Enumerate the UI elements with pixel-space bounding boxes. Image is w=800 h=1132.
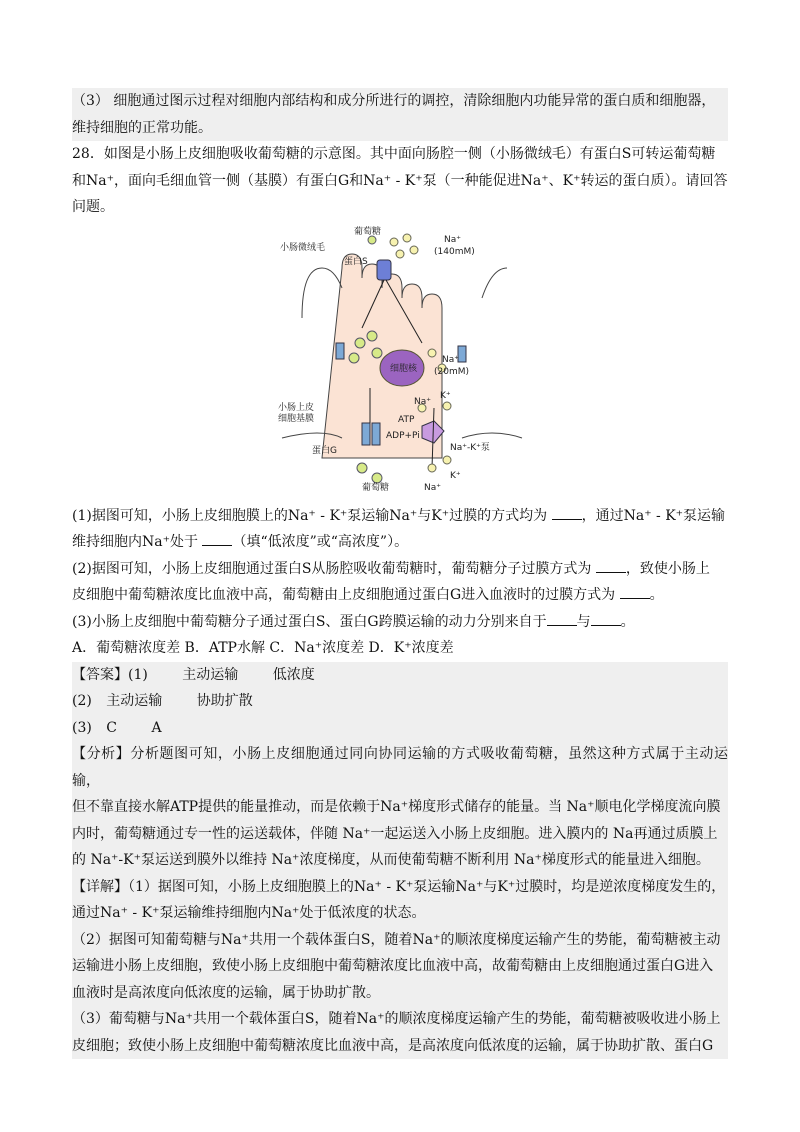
question-intro: 和Na⁺，面向毛细血管一侧（基膜）有蛋白G和Na⁺ - K⁺泵（一种能促进Na⁺、K⁺转运的蛋白质）。请回答	[72, 172, 728, 189]
cell-diagram	[72, 228, 728, 498]
analysis-line: 但不靠直接水解ATP提供的能量推动，而是依赖于Na⁺梯度形式储存的能量。当 Na⁺顺电化学梯度流向膜	[72, 799, 721, 815]
detail-line: 运输进小肠上皮细胞，致使小肠上皮细胞中葡萄糖浓度比血液中高，故葡萄糖由上皮细胞通过蛋白G进入	[72, 958, 714, 974]
text-line: （3） 细胞通过图示过程对细胞内部结构和成分所进行的调控，清除细胞内功能异常的蛋白质和细胞器，	[72, 93, 716, 109]
pump-label: Na⁺-K⁺泵	[450, 443, 490, 453]
question-intro: 28．如图是小肠上皮细胞吸收葡萄糖的示意图。其中面向肠腔一侧（小肠微绒毛）有蛋白S可转运葡萄糖	[72, 146, 716, 162]
detail-line: 皮细胞；致使小肠上皮细胞中葡萄糖浓度比血液中高，是高浓度向低浓度的运输，属于协助扩散、蛋白G	[72, 1037, 714, 1054]
previous-answer-block	[72, 88, 728, 141]
answer-blank[interactable]	[591, 611, 621, 626]
villi-label: 小肠微绒毛	[280, 243, 326, 253]
na-in-conc-label: (20mM)	[434, 367, 470, 377]
na-out-label: Na⁺	[444, 235, 461, 245]
k-in-label: K⁺	[440, 391, 451, 401]
answer-block	[72, 662, 728, 1060]
na-bottom-out-label: Na⁺	[424, 483, 441, 493]
answer-line-2: (2) 主动运输 协助扩散	[72, 693, 253, 709]
atp-label: ATP	[398, 415, 415, 425]
k-out-label: K⁺	[450, 471, 461, 481]
question-options: A．葡萄糖浓度差 B．ATP水解 C．Na⁺浓度差 D．K⁺浓度差	[72, 640, 454, 656]
detail-line: 【详解】（1）据图可知，小肠上皮细胞膜上的Na⁺ - K⁺泵运输Na⁺与K⁺过膜时，均是逆浓度梯度发生的，	[72, 878, 726, 895]
document-page	[72, 88, 728, 1059]
answer-blank[interactable]	[202, 531, 232, 546]
analysis-line: 内时，葡萄糖通过专一性的运送载体，伴随 Na⁺一起运送入小肠上皮细胞。进入膜内的 Na再通过质膜上	[72, 825, 718, 842]
detail-line: （2）据图可知葡萄糖与Na⁺共用一个载体蛋白S，随着Na⁺的顺浓度梯度运输产生的势能，葡萄糖被主动	[72, 931, 721, 948]
glucose-top-label: 葡萄糖	[354, 227, 382, 237]
adp-label: ADP+Pi	[386, 431, 420, 441]
na-bottom-in-label: Na⁺	[414, 397, 431, 407]
protein-g-label: 蛋白G	[312, 446, 337, 456]
answer-blank[interactable]	[547, 611, 577, 626]
question-intro: 问题。	[72, 199, 114, 215]
text-line: 维持细胞的正常功能。	[72, 119, 212, 136]
cell-diagram-svg	[278, 227, 522, 498]
analysis-line: 【分析】分析题图可知，小肠上皮细胞通过同向协同运输的方式吸收葡萄糖，虽然这种方式属于主动运输，	[72, 746, 728, 789]
question-1-cont: 维持细胞内Na⁺处于 （填“低浓度”或“高浓度”）。	[72, 529, 728, 556]
answer-line-1: 【答案】(1) 主动运输 低浓度	[72, 666, 315, 683]
nucleus-label: 细胞核	[390, 364, 418, 374]
detail-line: 血液时是高浓度向低浓度的运输，属于协助扩散。	[72, 984, 380, 1001]
side-channel	[458, 346, 466, 362]
villus-outline	[482, 268, 507, 298]
villus-outline	[302, 268, 342, 318]
na-in-label: Na⁺	[442, 355, 459, 365]
analysis-line: 的 Na⁺-K⁺泵运送到膜外以维持 Na⁺浓度梯度，从而使葡萄糖不断利用 Na⁺梯度形式的能量进入细胞。	[72, 852, 710, 868]
question-2: (2)据图可知，小肠上皮细胞通过蛋白S从肠腔吸收葡萄糖时，葡萄糖分子过膜方式为 ，致使小肠上	[72, 556, 728, 583]
question-2-cont: 皮细胞中葡萄糖浓度比血液中高，葡萄糖由上皮细胞通过蛋白G进入血液时的过膜方式为 。	[72, 582, 728, 609]
basal-outline	[462, 433, 522, 438]
protein-s	[377, 260, 391, 280]
glucose-bottom-label: 葡萄糖	[362, 483, 390, 493]
question-1: (1)据图可知，小肠上皮细胞膜上的Na⁺ - K⁺泵运输Na⁺与K⁺过膜的方式均为 ，通过Na⁺ - K⁺泵运输	[72, 503, 728, 530]
side-channel	[336, 343, 344, 359]
detail-line: （3）葡萄糖与Na⁺共用一个载体蛋白S，随着Na⁺的顺浓度梯度运输产生的势能，葡萄糖被吸收进小肠上	[72, 1011, 721, 1027]
basal-label: 细胞基膜	[278, 414, 315, 424]
answer-blank[interactable]	[552, 505, 582, 520]
protein-g	[372, 423, 380, 445]
na-out-conc-label: (140mM)	[434, 247, 475, 257]
protein-s-label: 蛋白S	[344, 257, 368, 267]
question-3: (3)小肠上皮细胞中葡萄糖分子通过蛋白S、蛋白G跨膜运输的动力分别来自于 与 。	[72, 609, 728, 636]
detail-line: 通过Na⁺ - K⁺泵运输维持细胞内Na⁺处于低浓度的状态。	[72, 905, 426, 921]
basal-label: 小肠上皮	[278, 403, 315, 413]
answer-blank[interactable]	[596, 558, 626, 573]
protein-g	[362, 423, 370, 445]
answer-blank[interactable]	[620, 584, 650, 599]
answer-line-3: (3) C A	[72, 719, 162, 736]
